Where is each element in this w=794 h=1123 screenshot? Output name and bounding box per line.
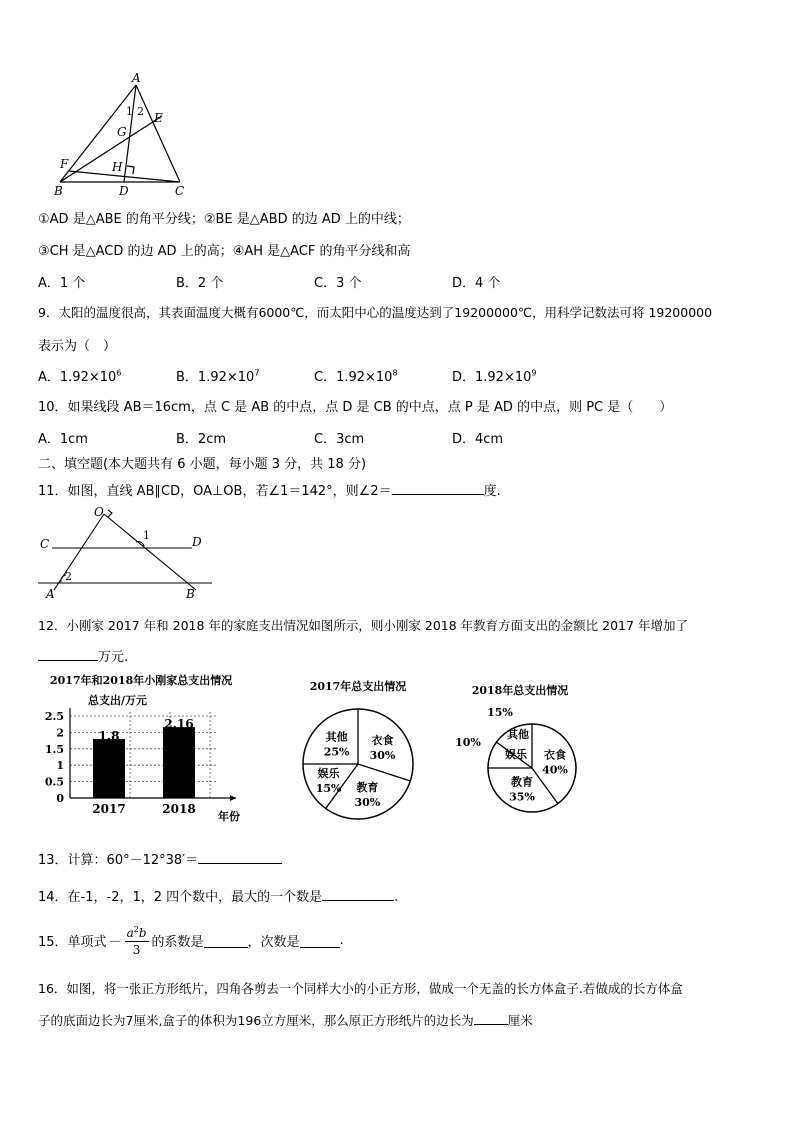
q9-question-line2: 表示为（ ） — [38, 339, 117, 354]
bar-chart-x-arrow — [230, 795, 236, 801]
q9-option-b — [176, 366, 259, 385]
bar — [163, 727, 195, 798]
q9-option-c — [314, 366, 398, 385]
q8-option-c: C．3 个 — [314, 276, 362, 291]
q15-question — [38, 918, 344, 962]
pie-slice-name: 教育 — [511, 775, 534, 789]
q10-question: 10．如果线段 AB＝16cm，点 C 是 AB 的中点，点 D 是 CB 的中点，点 P 是 AD 的中点，则 PC 是（ ） — [38, 400, 673, 415]
q13-answer-blank[interactable] — [198, 849, 282, 864]
q15-denominator: 3 — [132, 943, 141, 957]
q12-text-end: 万元. — [98, 650, 129, 665]
pie-slice-percent: 15% — [315, 781, 342, 795]
q10-option-b: B．2cm — [176, 432, 227, 447]
q9-question-line1: 9．太阳的温度很高，其表面温度大概有6000℃，而太阳中心的温度达到了19200000℃，用科学记数法可将 19200000 — [38, 305, 713, 320]
q14-text: 14．在-1，-2，1，2 四个数中，最大的一个数是 — [38, 890, 323, 905]
q13-question — [38, 849, 282, 868]
pie-chart-2017 — [296, 676, 426, 826]
bar-chart-ytick: 2 — [56, 726, 64, 740]
q9-option-b-exp: 7 — [254, 368, 260, 378]
q11-text-end: 度. — [483, 484, 501, 499]
q9-option-d — [452, 366, 536, 385]
section-heading: 二、填空题(本大题共有 6 小题，每小题 3 分，共 18 分) — [38, 457, 367, 472]
q9-option-d-exp: 9 — [531, 368, 537, 378]
pie-slice-percent: 30% — [369, 749, 396, 763]
q15-text-end: . — [339, 932, 344, 948]
bar-chart-ytick: 2.5 — [44, 710, 64, 723]
q12-question-line2 — [38, 646, 128, 665]
q8-option-b: B．2 个 — [176, 276, 224, 291]
pie-chart-title: 2017年总支出情况 — [309, 680, 407, 693]
q14-question — [38, 886, 398, 905]
label-1: 1 — [126, 105, 133, 118]
q11-label-C: C — [40, 537, 50, 551]
q11-text: 11．如图，直线 AB∥CD，OA⊥OB，若∠1＝142°，则∠2＝ — [38, 484, 392, 499]
pie-slice-name: 娱乐 — [505, 748, 527, 761]
q10-option-c: C．3cm — [314, 432, 365, 447]
q15-minus: － — [108, 934, 122, 950]
label-G: G — [117, 125, 127, 139]
q9-option-c-base: C．1.92×10 — [314, 370, 393, 385]
q11-label-B: B — [186, 587, 195, 601]
bar-chart-title: 2017年和2018年小刚家总支出情况 — [50, 674, 233, 687]
label-B: B — [54, 184, 63, 198]
parallel-lines-figure — [36, 502, 216, 602]
q15-text-mid2: ，次数是 — [247, 934, 300, 950]
pie-slice-name: 衣食 — [371, 734, 394, 748]
pie-chart-title: 2018年总支出情况 — [471, 684, 569, 697]
q16-text-end: 厘米 — [507, 1013, 533, 1028]
label-A: A — [132, 71, 141, 85]
q15-num-b: b — [138, 926, 147, 940]
bar-category-label: 2017 — [92, 802, 126, 816]
q15-text: 15．单项式 — [38, 934, 107, 950]
bar-category-label: 2018 — [162, 802, 196, 816]
bar-chart-ytick: 1 — [56, 759, 64, 773]
q9-option-a-base: A．1.92×10 — [38, 370, 117, 385]
q11-answer-blank[interactable] — [392, 480, 484, 495]
q9-option-c-exp: 8 — [392, 368, 398, 378]
q10-option-a: A．1cm — [38, 432, 88, 447]
q15-numerator — [125, 922, 149, 942]
q8-statement-2: ③CH 是△ACD 的边 AD 上的高；④AH 是△ACF 的角平分线和高 — [38, 244, 411, 259]
q15-answer-blank-1[interactable] — [204, 933, 248, 948]
q8-statement-1: ①AD 是△ABE 的角平分线；②BE 是△ABD 的边 AD 上的中线； — [38, 212, 410, 227]
q9-option-a — [38, 366, 121, 385]
q16-text: 子的底面边长为7厘米,盒子的体积为196立方厘米，那么原正方形纸片的边长为 — [38, 1013, 474, 1028]
q15-answer-blank-2[interactable] — [300, 933, 340, 948]
pie-slice-name: 衣食 — [544, 748, 567, 762]
q15-fraction — [125, 922, 149, 958]
q14-answer-blank[interactable] — [322, 886, 394, 901]
pie-slice-percent: 30% — [354, 795, 381, 809]
bar-chart-xlabel: 年份 — [218, 810, 240, 823]
bar-value-label: 1.8 — [98, 728, 120, 743]
pie-slice-name: 其他 — [325, 730, 348, 744]
q11-label-A: A — [46, 587, 55, 601]
pie-slice-percent: 35% — [509, 790, 535, 804]
pie-slice-percent: 25% — [323, 745, 350, 759]
pie-slice-percent: 40% — [542, 763, 568, 777]
q10-option-d: D．4cm — [452, 432, 504, 447]
label-E: E — [154, 111, 163, 125]
pie-chart-2018 — [446, 680, 586, 830]
pie-slice-name: 其他 — [507, 728, 529, 741]
q15-text-mid: 的系数是 — [151, 934, 204, 950]
pie-slice-name: 娱乐 — [317, 766, 340, 780]
bar — [93, 739, 125, 798]
bar-chart — [36, 670, 276, 830]
pie-slice-percent: 10% — [455, 736, 481, 749]
q16-question-line1: 16．如图，将一张正方形纸片，四角各剪去一个同样大小的小正方形，做成一个无盖的长方体盒子.若做成的长方体盒 — [38, 981, 683, 996]
label-2: 2 — [137, 105, 144, 118]
label-F: F — [60, 157, 69, 171]
q11-label-2: 2 — [65, 570, 72, 583]
bar-chart-ytick: 1.5 — [44, 742, 64, 756]
label-H: H — [112, 160, 123, 174]
triangle-figure — [40, 70, 200, 200]
q13-text: 13．计算：60°－12°38′＝ — [38, 853, 199, 868]
q9-option-a-exp: 6 — [116, 368, 122, 378]
q11-label-D: D — [192, 535, 202, 549]
q16-answer-blank[interactable] — [474, 1010, 508, 1025]
q15-num-exp: 2 — [133, 925, 139, 934]
bar-value-label: 2.16 — [164, 717, 194, 732]
q14-text-end: . — [394, 890, 399, 905]
label-D: D — [119, 184, 129, 198]
bar-chart-ytick: 0.5 — [44, 775, 64, 789]
q8-option-a: A．1 个 — [38, 276, 86, 291]
q8-option-d: D．4 个 — [452, 276, 501, 291]
pie-slice-percent: 15% — [487, 706, 513, 719]
bar-chart-ylabel: 总支出/万元 — [88, 694, 148, 707]
q11-question — [38, 480, 501, 499]
q16-question-line2 — [38, 1010, 533, 1029]
q12-question-line1: 12．小刚家 2017 年和 2018 年的家庭支出情况如图所示，则小刚家 2018 年教育方面支出的金额比 2017 年增加了 — [38, 618, 688, 633]
pie-slice-name: 教育 — [356, 780, 379, 794]
q11-label-O: O — [94, 505, 104, 519]
bar-chart-ytick: 0 — [56, 792, 64, 805]
q15-num-a: a — [126, 926, 134, 940]
q12-answer-blank[interactable] — [38, 646, 98, 661]
q9-option-b-base: B．1.92×10 — [176, 370, 255, 385]
q11-label-1: 1 — [143, 529, 150, 542]
q9-option-d-base: D．1.92×10 — [452, 370, 532, 385]
label-C: C — [175, 184, 185, 198]
